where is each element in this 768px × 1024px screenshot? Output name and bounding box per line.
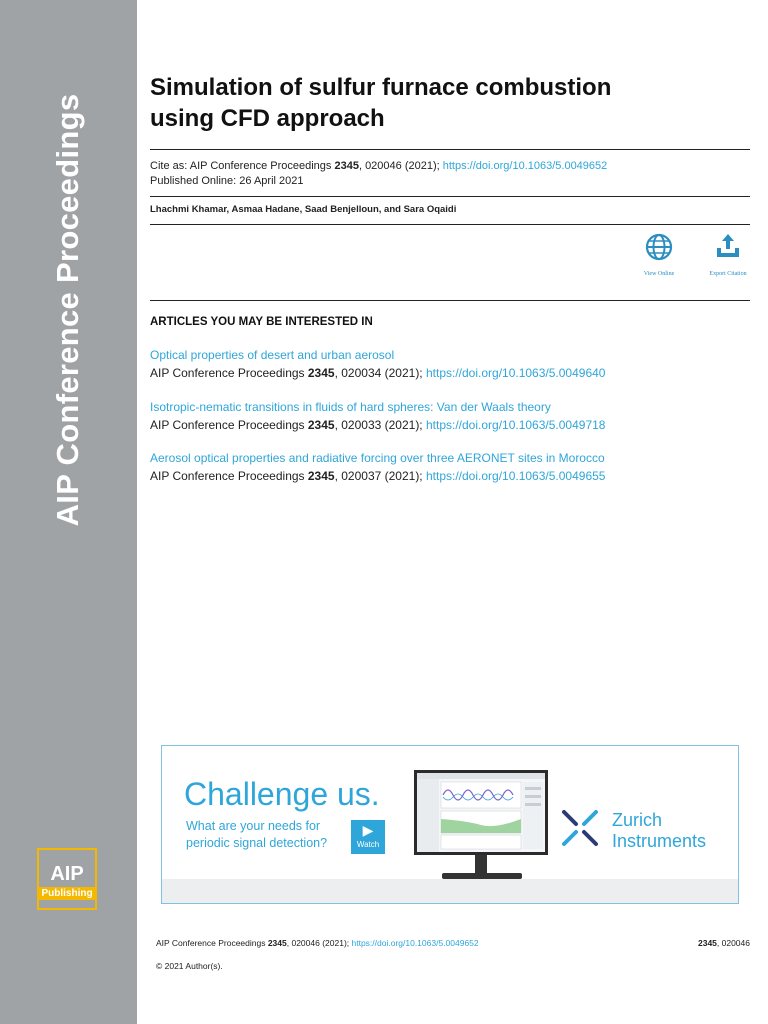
related-article-ref (150, 364, 750, 382)
ref-rest: , 020033 (2021); (334, 418, 426, 432)
footer-rest: , 020046 (2021); (286, 938, 352, 948)
software-screenshot (417, 773, 545, 852)
ref-prefix: AIP Conference Proceedings (150, 418, 308, 432)
related-article-doi[interactable]: https://doi.org/10.1063/5.0049655 (425, 469, 606, 483)
zurich-instruments-wordmark (612, 810, 706, 852)
ref-rest: , 020034 (2021); (334, 366, 426, 380)
authors: Lhachmi Khamar, Asmaa Hadane, Saad Benjelloun, and Sara Oqaidi (150, 204, 457, 215)
screen-graphic (417, 773, 545, 852)
footer-right-rest: , 020046 (716, 938, 750, 948)
cite-rest: , 020046 (2021); (358, 160, 443, 172)
cite-volume: 2345 (334, 160, 359, 172)
footer-right-volume: 2345 (697, 938, 717, 948)
watch-label: Watch (356, 840, 380, 849)
advertisement-banner[interactable] (161, 745, 739, 904)
upload-icon (713, 232, 743, 262)
brand-line-1: Zurich (612, 810, 663, 830)
paper-doi-link[interactable]: https://doi.org/10.1063/5.0049652 (442, 160, 608, 172)
cite-prefix: Cite as: AIP Conference Proceedings (150, 160, 335, 172)
related-article-title[interactable]: Aerosol optical properties and radiative forcing over three AERONET sites in Morocco (150, 451, 605, 465)
related-article-title[interactable]: Optical properties of desert and urban aerosol (150, 348, 395, 362)
footer-page-ref (698, 938, 750, 948)
ref-volume: 2345 (307, 366, 335, 380)
globe-icon (644, 232, 674, 262)
divider (150, 300, 750, 301)
logo-publishing-text: Publishing (38, 887, 95, 900)
related-article (150, 398, 750, 434)
ad-subtext (186, 818, 327, 852)
export-citation-label: Export Citation (709, 271, 747, 277)
copyright: © 2021 Author(s). (156, 961, 223, 971)
monitor-stand (475, 855, 487, 873)
related-article-ref (150, 416, 750, 434)
ad-bottom-strip (162, 879, 738, 903)
zurich-instruments-logo-icon (560, 808, 600, 848)
sidebar (0, 0, 137, 1024)
title-line-2: using CFD approach (150, 105, 385, 132)
monitor-base (442, 873, 522, 879)
related-article-ref (150, 467, 750, 485)
ref-rest: , 020037 (2021); (334, 469, 426, 483)
divider (150, 224, 750, 225)
related-articles-heading: ARTICLES YOU MAY BE INTERESTED IN (150, 316, 373, 328)
ref-prefix: AIP Conference Proceedings (150, 366, 308, 380)
divider (150, 149, 750, 150)
series-title: AIP Conference Proceedings (50, 93, 85, 527)
footer-volume: 2345 (267, 938, 287, 948)
divider (150, 196, 750, 197)
ad-sub-line-1: What are your needs for (186, 819, 321, 833)
aip-publishing-logo[interactable] (37, 848, 97, 910)
paper-title (150, 72, 750, 134)
export-citation-button[interactable] (705, 232, 751, 277)
published-date: Published Online: 26 April 2021 (150, 175, 304, 187)
citation-block (150, 159, 607, 189)
footer-citation (156, 938, 479, 948)
view-online-button[interactable] (636, 232, 682, 277)
related-article (150, 346, 750, 382)
title-line-1: Simulation of sulfur furnace combustion (150, 74, 612, 101)
ref-volume: 2345 (307, 418, 335, 432)
footer-prefix: AIP Conference Proceedings (156, 938, 268, 948)
related-article (150, 449, 750, 485)
ref-volume: 2345 (307, 469, 335, 483)
footer-doi-link[interactable]: https://doi.org/10.1063/5.0049652 (351, 938, 479, 948)
play-icon: ▶ (362, 822, 374, 838)
view-online-label: View Online (643, 271, 675, 277)
related-article-title[interactable]: Isotropic-nematic transitions in fluids of hard spheres: Van der Waals theory (150, 400, 551, 414)
watch-video-button[interactable] (351, 820, 385, 854)
related-article-doi[interactable]: https://doi.org/10.1063/5.0049718 (425, 418, 606, 432)
related-article-doi[interactable]: https://doi.org/10.1063/5.0049640 (425, 366, 606, 380)
brand-line-2: Instruments (612, 831, 707, 851)
ref-prefix: AIP Conference Proceedings (150, 469, 308, 483)
monitor-image (414, 770, 548, 855)
ad-headline: Challenge us. (184, 776, 380, 812)
logo-aip-text: AIP (50, 863, 84, 885)
ad-sub-line-2: periodic signal detection? (186, 836, 328, 850)
